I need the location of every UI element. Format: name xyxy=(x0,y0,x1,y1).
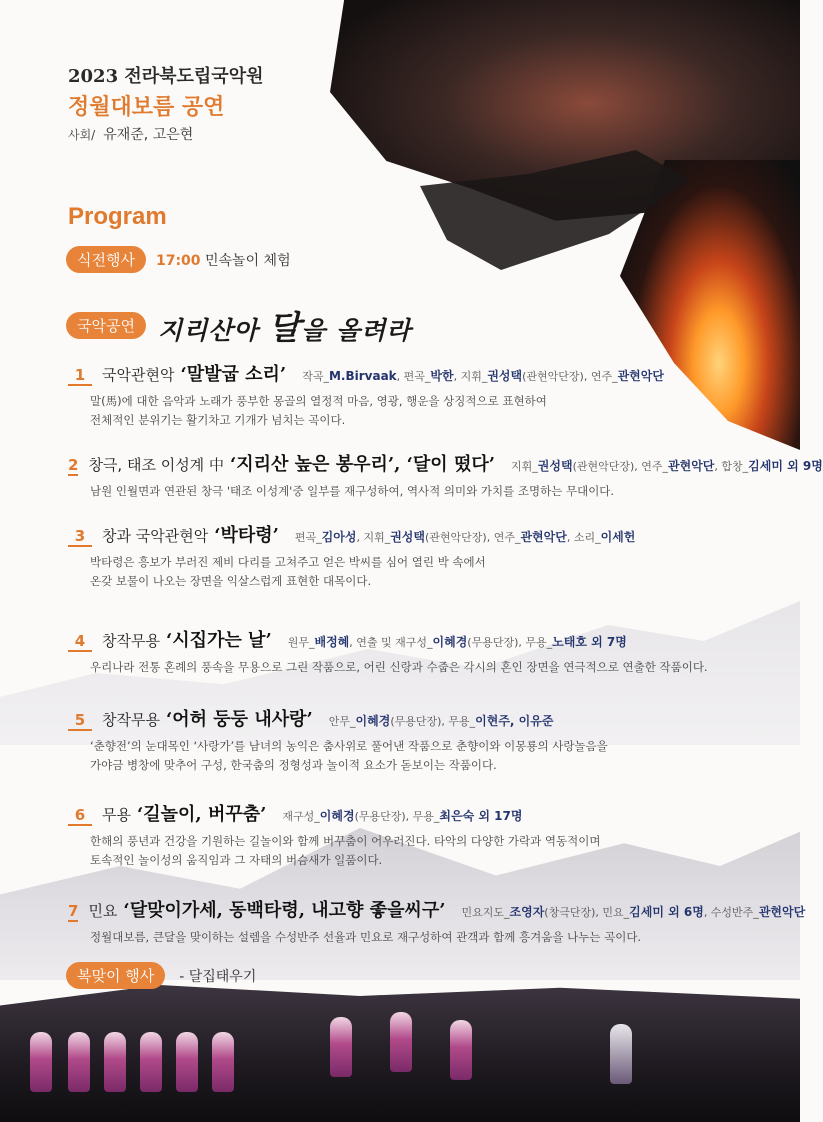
credit-name: 배정혜 xyxy=(314,635,350,649)
credit-role: 재구성_ xyxy=(282,810,320,823)
credit-name: 관현악단 xyxy=(758,905,806,919)
program-item-desc xyxy=(90,482,788,501)
program-item-credits xyxy=(288,633,627,650)
desc-line: 가야금 병창에 맞추어 구성, 한국춤의 정형성과 놀이적 요소가 돋보이는 작품이다. xyxy=(90,758,497,772)
program-item-title: ‘달맞이가세, 동백타령, 내고향 좋을씨구’ xyxy=(123,900,446,921)
program-item-credits xyxy=(329,712,554,729)
program-item-title: ‘어허 둥둥 내사랑’ xyxy=(165,709,313,730)
credit-name: 노태호 외 7명 xyxy=(552,635,627,649)
program-item-head xyxy=(68,521,788,547)
program-item-genre: 창작무용 xyxy=(102,632,160,650)
program-item-head xyxy=(68,360,788,386)
program-item-credits xyxy=(462,903,806,920)
program-item-desc xyxy=(90,553,788,591)
credit-name: 관현악단 xyxy=(617,369,664,383)
calligraphy-part: 달 xyxy=(268,308,302,347)
credit-role: (무용단장), 무용_ xyxy=(354,810,440,823)
dancer-figure xyxy=(390,1012,412,1072)
program-item xyxy=(68,450,823,501)
dancer-figure xyxy=(330,1017,352,1077)
dancer-figure xyxy=(176,1032,198,1092)
desc-line: 정월대보름, 큰달을 맞이하는 설렘을 수성반주 선율과 민요로 재구성하여 관객과 함께 흥겨움을 나누는 곡이다. xyxy=(90,930,642,944)
main-event-row xyxy=(66,302,411,349)
credit-name: 박한 xyxy=(430,369,454,383)
credit-name: 이혜경 xyxy=(319,809,355,823)
program-item-number: 3 xyxy=(68,527,92,547)
program-item-genre: 창극, 태조 이성계 中 xyxy=(88,456,224,474)
closing-event-row xyxy=(66,962,256,989)
dancer-figure xyxy=(68,1032,90,1092)
program-item-desc xyxy=(90,658,788,677)
program-item-head xyxy=(68,626,788,652)
dancer-figure xyxy=(30,1032,52,1092)
program-item-head xyxy=(68,896,806,922)
credit-role: , 연출 및 재구성_ xyxy=(349,636,433,649)
program-item-number: 7 xyxy=(68,902,79,920)
credit-role: (무용단장), 무용_ xyxy=(467,636,553,649)
program-item-genre: 민요 xyxy=(88,902,118,920)
credit-role: , 합창_ xyxy=(714,460,749,473)
program-item xyxy=(68,626,788,677)
credit-role: (관현악단장), 연주_ xyxy=(572,460,669,473)
credit-name: 이혜경 xyxy=(432,635,468,649)
credit-role: 지휘_ xyxy=(511,460,538,473)
dancer-figure xyxy=(450,1020,472,1080)
desc-line: 한해의 풍년과 건강을 기원하는 길놀이와 함께 버꾸춤이 어우러진다. 타악의 다양한 가락과 역동적이며 xyxy=(90,834,601,848)
closing-event-badge: 복맞이 행사 xyxy=(66,962,165,989)
program-item-credits xyxy=(302,367,664,384)
calligraphy-part: 을 올려라 xyxy=(301,316,412,345)
desc-line: 토속적인 놀이성의 움직임과 그 자태의 버슴새가 일품이다. xyxy=(90,853,383,867)
program-item xyxy=(68,800,788,870)
credit-role: (무용단장), 무용_ xyxy=(390,715,476,728)
program-item-head xyxy=(68,705,788,731)
credit-name: M.Birvaak xyxy=(328,369,397,383)
program-item xyxy=(68,896,806,947)
dancer-figure xyxy=(140,1032,162,1092)
credit-name: 이혜경 xyxy=(355,714,391,728)
credit-role: 작곡_ xyxy=(302,370,329,383)
program-item-credits xyxy=(282,807,522,824)
program-item xyxy=(68,705,788,775)
credit-role: (창극단장), 민요_ xyxy=(544,906,630,919)
program-item-desc xyxy=(90,392,788,430)
credit-role: , 수성반주_ xyxy=(703,906,759,919)
program-item-head xyxy=(68,450,823,476)
program-heading: Program xyxy=(68,203,167,230)
credit-name: 권성택 xyxy=(487,369,523,383)
desc-line: 말(馬)에 대한 음악과 노래가 풍부한 몽골의 열정적 마음, 영광, 행운을 상징적으로 표현하여 xyxy=(90,394,547,408)
credit-role: , 지휘_ xyxy=(453,370,488,383)
desc-line: 전체적인 분위기는 활기차고 기개가 넘치는 곡이다. xyxy=(90,413,346,427)
credit-role: , 편곡_ xyxy=(396,370,431,383)
program-item-number: 2 xyxy=(68,456,79,474)
program-item-title: ‘박타령’ xyxy=(214,525,279,546)
program-item-title: ‘길놀이, 버꾸춤’ xyxy=(136,804,267,825)
pre-event-time: 17:00 xyxy=(155,252,201,269)
host-names: 유재준, 고은현 xyxy=(103,127,194,143)
pre-event-desc: 민속놀이 체험 xyxy=(205,252,291,269)
program-item-title: ‘시집가는 날’ xyxy=(165,630,272,651)
dancer-figure xyxy=(104,1032,126,1092)
credit-name: 김세미 외 9명 xyxy=(748,459,823,473)
credit-name: 김세미 외 6명 xyxy=(629,905,704,919)
program-item xyxy=(68,521,788,591)
credit-name: 최은숙 외 17명 xyxy=(439,809,523,823)
program-item-genre: 국악관현악 xyxy=(102,366,175,384)
credit-name: 관현악단 xyxy=(668,459,715,473)
program-item xyxy=(68,360,788,430)
main-event-calligraphy xyxy=(158,302,412,349)
program-item-number: 5 xyxy=(68,711,92,731)
program-item-genre: 창과 국악관현악 xyxy=(102,527,209,545)
credit-name: 이현주, 이유준 xyxy=(475,714,554,728)
header-main-title: 정월대보름 공연 xyxy=(68,95,225,120)
program-item-title: ‘말발굽 소리’ xyxy=(180,364,287,385)
desc-line: 남원 인월면과 연관된 창극 '태조 이성계'중 일부를 재구성하여, 역사적 의미와 가치를 조명하는 무대이다. xyxy=(90,484,615,498)
program-item-desc xyxy=(90,928,788,947)
program-item-desc xyxy=(90,737,788,775)
program-item-genre: 무용 xyxy=(102,806,131,824)
header-year-title: 2023 전라북도립국악원 xyxy=(68,66,264,87)
calligraphy-part: 지리산아 xyxy=(157,316,269,345)
program-item-number: 1 xyxy=(68,366,92,386)
credit-role: , 지휘_ xyxy=(356,531,391,544)
credit-role: 안무_ xyxy=(328,715,356,728)
program-item-title: ‘지리산 높은 봉우리’, ‘달이 떴다’ xyxy=(229,454,496,475)
pre-event-badge: 식전행사 xyxy=(66,246,146,273)
performance-photo-bottom xyxy=(0,985,800,1122)
program-item-number: 6 xyxy=(68,806,92,826)
program-item-genre: 창작무용 xyxy=(102,711,160,729)
program-item-credits xyxy=(295,528,635,545)
main-event-badge: 국악공연 xyxy=(66,312,146,339)
desc-line: 온갖 보물이 나오는 장면을 익살스럽게 표현한 대목이다. xyxy=(90,574,372,588)
credit-role: , 소리_ xyxy=(566,531,601,544)
singer-figure xyxy=(610,1024,632,1084)
closing-event-desc: - 달집태우기 xyxy=(179,968,257,985)
credit-name: 권성택 xyxy=(537,459,573,473)
credit-role: (관현악단장), 연주_ xyxy=(424,531,521,544)
pre-event-row xyxy=(66,246,291,273)
host-label: 사회/ xyxy=(68,128,96,142)
credit-name: 관현악단 xyxy=(520,530,567,544)
program-item-credits xyxy=(511,457,823,474)
dancer-figure xyxy=(212,1032,234,1092)
credit-role: 편곡_ xyxy=(294,531,322,544)
host-line xyxy=(68,124,193,144)
credit-role: 민요지도_ xyxy=(461,906,510,919)
credit-name: 조영자 xyxy=(509,905,545,919)
desc-line: 박타령은 흥보가 부러진 제비 다리를 고쳐주고 얻은 박씨를 심어 열린 박 속에서 xyxy=(90,555,486,569)
desc-line: 우리나라 전통 혼례의 풍속을 무용으로 그린 작품으로, 어린 신랑과 수줍은 각시의 혼인 장면을 연극적으로 연출한 작품이다. xyxy=(90,660,708,674)
program-item-number: 4 xyxy=(68,632,92,652)
program-item-head xyxy=(68,800,788,826)
desc-line: ‘춘향전’의 눈대목인 ‘사랑가’를 남녀의 농익은 춤사위로 풀어낸 작품으로 춘향이와 이몽룡의 사랑놀음을 xyxy=(90,739,608,753)
credit-name: 김아성 xyxy=(321,530,357,544)
program-item-desc xyxy=(90,832,788,870)
credit-role: (관현악단장), 연주_ xyxy=(522,370,618,383)
credit-name: 이세헌 xyxy=(600,530,636,544)
credit-role: 원무_ xyxy=(287,636,315,649)
credit-name: 권성택 xyxy=(390,530,425,544)
